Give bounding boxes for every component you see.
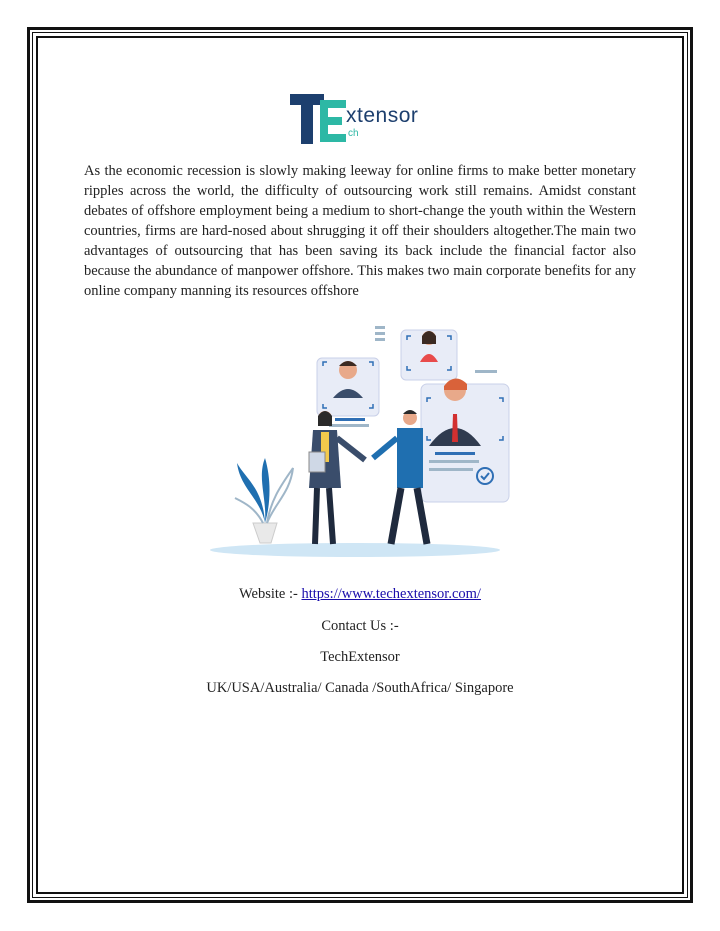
website-link[interactable]: https://www.techextensor.com/ bbox=[301, 586, 481, 602]
outsourcing-illustration bbox=[205, 318, 515, 562]
profile-card-right bbox=[421, 370, 509, 502]
website-line bbox=[40, 586, 680, 603]
website-label: Website :- bbox=[239, 586, 302, 602]
techextensor-logo bbox=[290, 92, 432, 148]
plant-icon bbox=[235, 458, 293, 543]
company-name: TechExtensor bbox=[320, 649, 400, 665]
logo-t-mark bbox=[290, 94, 324, 144]
contact-label: Contact Us :- bbox=[321, 618, 399, 634]
body-paragraph: As the economic recession is slowly making leeway for online firms to make better monetary ripples across the world, the difficulty of outsourcing work still remains. Amidst constant debates of offshore employment being a medium to short-change the youth within the Western countries, firms are hard-nosed about shrugging it off their shoulders altogether.The main two advantages of outsourcing that has been saving its back include the financial factor also because the abundance of manpower offshore. This makes two main corporate benefits for any online company manning its resources offshore bbox=[84, 163, 636, 299]
woman-figure bbox=[309, 411, 365, 544]
locations: UK/USA/Australia/ Canada /SouthAfrica/ Singapore bbox=[206, 680, 514, 696]
profile-card-top bbox=[375, 326, 457, 380]
logo-sub: ch bbox=[348, 128, 359, 139]
man-figure bbox=[373, 410, 427, 544]
logo-wordmark: xtensor bbox=[346, 104, 419, 127]
logo-e-mark bbox=[320, 100, 348, 142]
